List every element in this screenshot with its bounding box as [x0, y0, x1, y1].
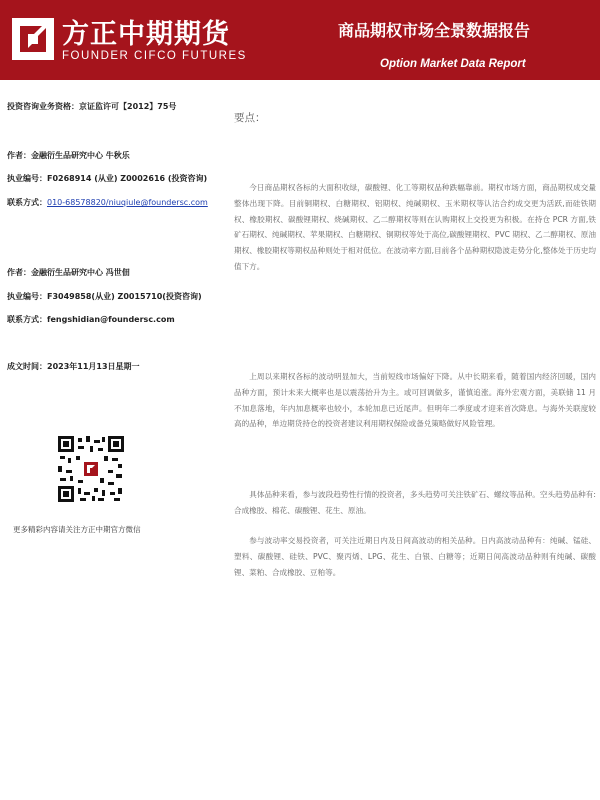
author-2-contact: 联系方式：fengshidian@foundersc.com — [7, 315, 175, 324]
report-title: 商品期权市场全景数据报告 — [338, 21, 531, 40]
qr-caption: 更多精彩内容请关注方正中期官方微信 — [13, 525, 141, 534]
author-1-license: 执业编号：F0268914 (从业) Z0002616 (投资咨询) — [7, 174, 208, 183]
author-1-email-link[interactable]: 010-68578820/niuqiule@foundersc.com — [47, 198, 208, 207]
summary-paragraph-2: 上周以来期权各标的波动明显加大，当前短线市场偏好下降。从中长期来看，随着国内经济回暖，国内品种方面，预计未来大概率也是以震荡抬升为主。或可回调做多，谨慎追涨。海外宏观方面，美联储 11 月不加息落地，年内加息概率也较小，本轮加息已近尾声。但明年二季度或才迎来首次降息。与海外关联度较高的品种，单边期货持仓的投资者建议利用期权保险或备兑策略做好风险管理。 — [234, 372, 596, 429]
author-1: 作者：金融衍生品研究中心 牛秋乐 — [7, 151, 130, 160]
founder-logo-icon — [12, 18, 54, 60]
logo-chinese-name: 方正中期期货 — [62, 19, 230, 50]
contact-label: 联系方式： — [7, 198, 47, 207]
points-heading: 要点： — [234, 112, 266, 124]
report-subtitle: Option Market Data Report — [380, 58, 526, 70]
qr-code-icon — [58, 436, 124, 502]
summary-paragraph-3: 具体品种来看，参与波段趋势性行情的投资者，多头趋势可关注铁矿石、螺纹等品种。空头趋势品种有:合成橡胶、棉花、碳酸锂、花生、原油。 — [234, 490, 596, 515]
summary-paragraph-1: 今日商品期权各标的大面积收绿，碳酸锂、化工等期权品种跌幅靠前。期权市场方面，商品期权成交量整体出现下降。目前铜期权、白糖期权、铝期权、纯碱期权、玉米期权等认沽合约成交更为活跃,而硅铁期权、橡胶期权、碳酸锂期权、烧碱期权、乙二醇期权等则在认购期权上交投更为积极。在持仓 PCR 方面,铁矿石期权、纯碱期权、苹果期权、白糖期权、铜期权等处于高位,碳酸锂期权、PVC 期权、乙二醇期权、原油期权、橡胶期权等期权品种则处于相对低位。在波动率方面,目前各个品种期权隐波走势分化,整体处于历史均值下方。 — [234, 183, 596, 271]
report-date: 成文时间：2023年11月13日星期一 — [7, 362, 140, 371]
summary-paragraph-4: 参与波动率交易投资者，可关注近期日内及日间高波动的相关品种。日内高波动品种有：纯碱、锰硅、塑料、碳酸锂、硅铁、PVC、聚丙烯、LPG、花生、白银、白糖等；近期日间高波动品种则有纯碱、碳酸锂、菜粕、合成橡胶、豆粕等。 — [234, 536, 596, 577]
header-banner — [0, 0, 600, 80]
logo-english-name: FOUNDER CIFCO FUTURES — [62, 50, 247, 62]
author-2: 作者：金融衍生品研究中心 冯世佃 — [7, 268, 130, 277]
qualification: 投资咨询业务资格：京证监许可【2012】75号 — [7, 102, 177, 111]
author-1-contact — [7, 197, 208, 208]
author-2-license: 执业编号：F3049858(从业) Z0015710(投资咨询) — [7, 292, 202, 301]
